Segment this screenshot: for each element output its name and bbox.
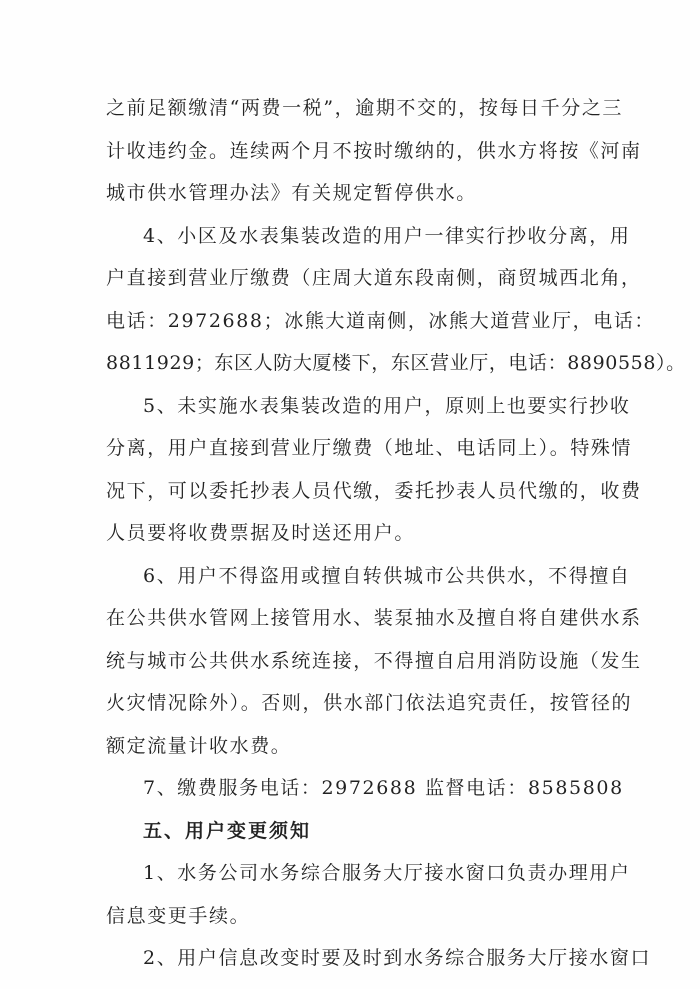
section-heading: 五、用户变更须知 (143, 819, 312, 842)
paragraph-3-line-1: 之前足额缴清“两费一税”，逾期不交的，按每日千分之三 (106, 97, 624, 119)
item-5-line-1: 5、未实施水表集装改造的用户，原则上也要实行抄收 (143, 394, 631, 417)
item-6-line-2: 在公共供水管网上接管用水、装泵抽水及擅自将自建供水系 (106, 607, 642, 629)
item-4-line-4: 8811929；东区人防大厦楼下，东区营业厅，电话：8890558）。 (106, 352, 686, 374)
item-6-line-4: 火灾情况除外）。否则，供水部门依法追究责任，按管径的 (106, 692, 633, 714)
item-6-line-3: 统与城市公共供水系统连接，不得擅自启用消防设施（发生 (106, 649, 642, 672)
item-7-contact-phones: 7、缴费服务电话：2972688 监督电话：8585808 (143, 777, 624, 799)
section-item-2-line-1: 2、用户信息改变时要及时到水务综合服务大厅接水窗口 (143, 947, 652, 969)
item-6-line-1: 6、用户不得盗用或擅自转供城市公共供水，不得擅自 (143, 564, 631, 587)
section-item-1-line-2: 信息变更手续。 (106, 904, 251, 927)
section-item-1-line-1: 1、水务公司水务综合服务大厅接水窗口负责办理用户 (143, 862, 631, 884)
paragraph-3-line-3: 城市供水管理办法》有关规定暂停供水。 (106, 182, 477, 204)
item-6-line-5: 额定流量计收水费。 (106, 734, 292, 757)
item-4-line-3: 电话：2972688；冰熊大道南侧，冰熊大道营业厅，电话： (106, 309, 656, 332)
item-5-line-4: 人员要将收费票据及时送还用户。 (106, 522, 416, 544)
item-4-line-1: 4、小区及水表集装改造的用户一律实行抄收分离，用 (143, 224, 631, 247)
paragraph-3-line-2: 计收违约金。连续两个月不按时缴纳的，供水方将按《河南 (106, 139, 642, 162)
item-4-line-2: 户直接到营业厅缴费（庄周大道东段南侧，商贸城西北角， (106, 267, 642, 289)
item-5-line-2: 分离，用户直接到营业厅缴费（地址、电话同上）。特殊情 (106, 437, 633, 459)
item-5-line-3: 况下，可以委托抄表人员代缴，委托抄表人员代缴的，收费 (106, 479, 642, 502)
